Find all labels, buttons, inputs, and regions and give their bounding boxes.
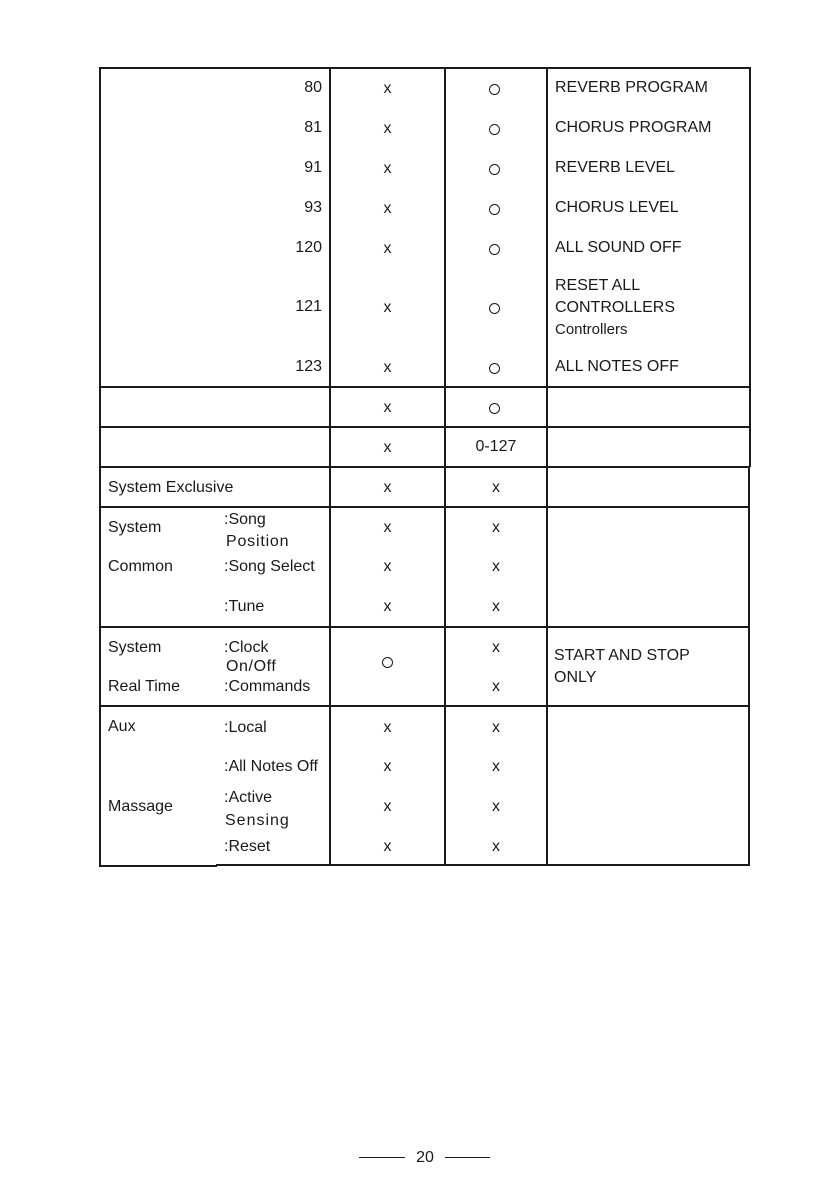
reset-recognized: x	[492, 838, 500, 855]
song-select-transmitted: x	[383, 558, 392, 575]
song-position-recognized: x	[492, 519, 500, 536]
system-realtime-label-line: Real Time	[108, 678, 181, 695]
transmitted-value: x	[383, 200, 392, 217]
controller-number: 81	[304, 119, 322, 136]
controller-number: 91	[304, 159, 322, 176]
table-border-right-lower	[748, 466, 750, 866]
local-transmitted: x	[383, 719, 392, 736]
range-transmitted: x	[383, 439, 392, 456]
controller-remark: REVERB LEVEL	[555, 159, 676, 176]
system-common-label-line: System	[108, 519, 162, 536]
realtime-remark-line: ONLY	[554, 669, 597, 686]
page-number: 20	[416, 1149, 434, 1166]
system-exclusive-transmitted: x	[383, 479, 392, 496]
row-divider-6	[99, 705, 749, 707]
row-divider-4	[99, 506, 749, 508]
aux-label: Aux	[108, 718, 136, 735]
controller-remark: CHORUS LEVEL	[555, 199, 679, 216]
clock-label-line: On/Off	[226, 658, 277, 675]
transmitted-value: x	[383, 240, 392, 257]
realtime-remark-line: START AND STOP	[554, 647, 690, 664]
clock-recognized: x	[492, 639, 500, 656]
recognized-circle-icon	[489, 204, 500, 215]
page-number-rule-left	[359, 1157, 405, 1158]
controller-number: 93	[304, 199, 322, 216]
table-border-bottom-left	[99, 865, 217, 867]
tune-recognized: x	[492, 598, 500, 615]
active-sensing-label-line: :Active	[224, 789, 273, 806]
realtime-transmitted-circle-icon	[382, 657, 393, 668]
controller-remark-line: CONTROLLERS	[555, 299, 676, 316]
recognized-circle-icon	[489, 124, 500, 135]
controller-remark: CHORUS PROGRAM	[555, 119, 712, 136]
local-recognized: x	[492, 719, 500, 736]
controller-remark-line: RESET ALL	[555, 277, 641, 294]
table-border-right-upper	[749, 67, 751, 467]
controller-remark: ALL NOTES OFF	[555, 358, 679, 375]
all-notes-off-recognized: x	[492, 758, 500, 775]
reset-label: :Reset	[224, 838, 271, 855]
massage-label: Massage	[108, 798, 173, 815]
program-change-transmitted: x	[383, 399, 392, 416]
recognized-circle-icon	[489, 363, 500, 374]
controller-number: 123	[295, 358, 322, 375]
all-notes-off-label: :All Notes Off	[224, 758, 318, 775]
row-divider-2	[99, 426, 750, 428]
active-sensing-recognized: x	[492, 798, 500, 815]
recognized-circle-icon	[489, 303, 500, 314]
row-divider-3	[99, 466, 750, 468]
transmitted-value: x	[383, 359, 392, 376]
controller-number: 80	[304, 79, 322, 96]
tune-transmitted: x	[383, 598, 392, 615]
recognized-circle-icon	[489, 84, 500, 95]
row-divider-1	[99, 386, 750, 388]
page-number-rule-right	[445, 1157, 490, 1158]
active-sensing-transmitted: x	[383, 798, 392, 815]
song-select-label: :Song Select	[224, 558, 315, 575]
song-position-transmitted: x	[383, 519, 392, 536]
transmitted-value: x	[383, 80, 392, 97]
song-select-recognized: x	[492, 558, 500, 575]
commands-label: :Commands	[224, 678, 311, 695]
reset-transmitted: x	[383, 838, 392, 855]
transmitted-value: x	[383, 299, 392, 316]
row-divider-5	[99, 626, 749, 628]
controller-remark-line: Controllers	[555, 321, 628, 338]
active-sensing-label-line: Sensing	[225, 812, 290, 829]
transmitted-value: x	[383, 160, 392, 177]
controller-number: 121	[295, 298, 322, 315]
controller-remark: ALL SOUND OFF	[555, 239, 682, 256]
table-border-bottom-right	[216, 864, 750, 866]
program-change-recognized-circle-icon	[489, 403, 500, 414]
system-realtime-label-line: System	[108, 639, 162, 656]
commands-recognized: x	[492, 678, 500, 695]
table-border-top	[99, 67, 750, 69]
controller-remark: REVERB PROGRAM	[555, 79, 708, 96]
recognized-circle-icon	[489, 164, 500, 175]
tune-label: :Tune	[224, 598, 265, 615]
range-recognized: 0-127	[475, 438, 517, 455]
controller-number: 120	[295, 239, 322, 256]
recognized-circle-icon	[489, 244, 500, 255]
local-label: :Local	[224, 719, 267, 736]
clock-label-line: :Clock	[224, 639, 269, 656]
song-position-label-line: Position	[226, 533, 290, 550]
song-position-label-line: :Song	[224, 511, 266, 528]
system-exclusive-label: System Exclusive	[108, 479, 234, 496]
transmitted-value: x	[383, 120, 392, 137]
system-common-label-line: Common	[108, 558, 173, 575]
all-notes-off-transmitted: x	[383, 758, 392, 775]
system-exclusive-recognized: x	[492, 479, 500, 496]
